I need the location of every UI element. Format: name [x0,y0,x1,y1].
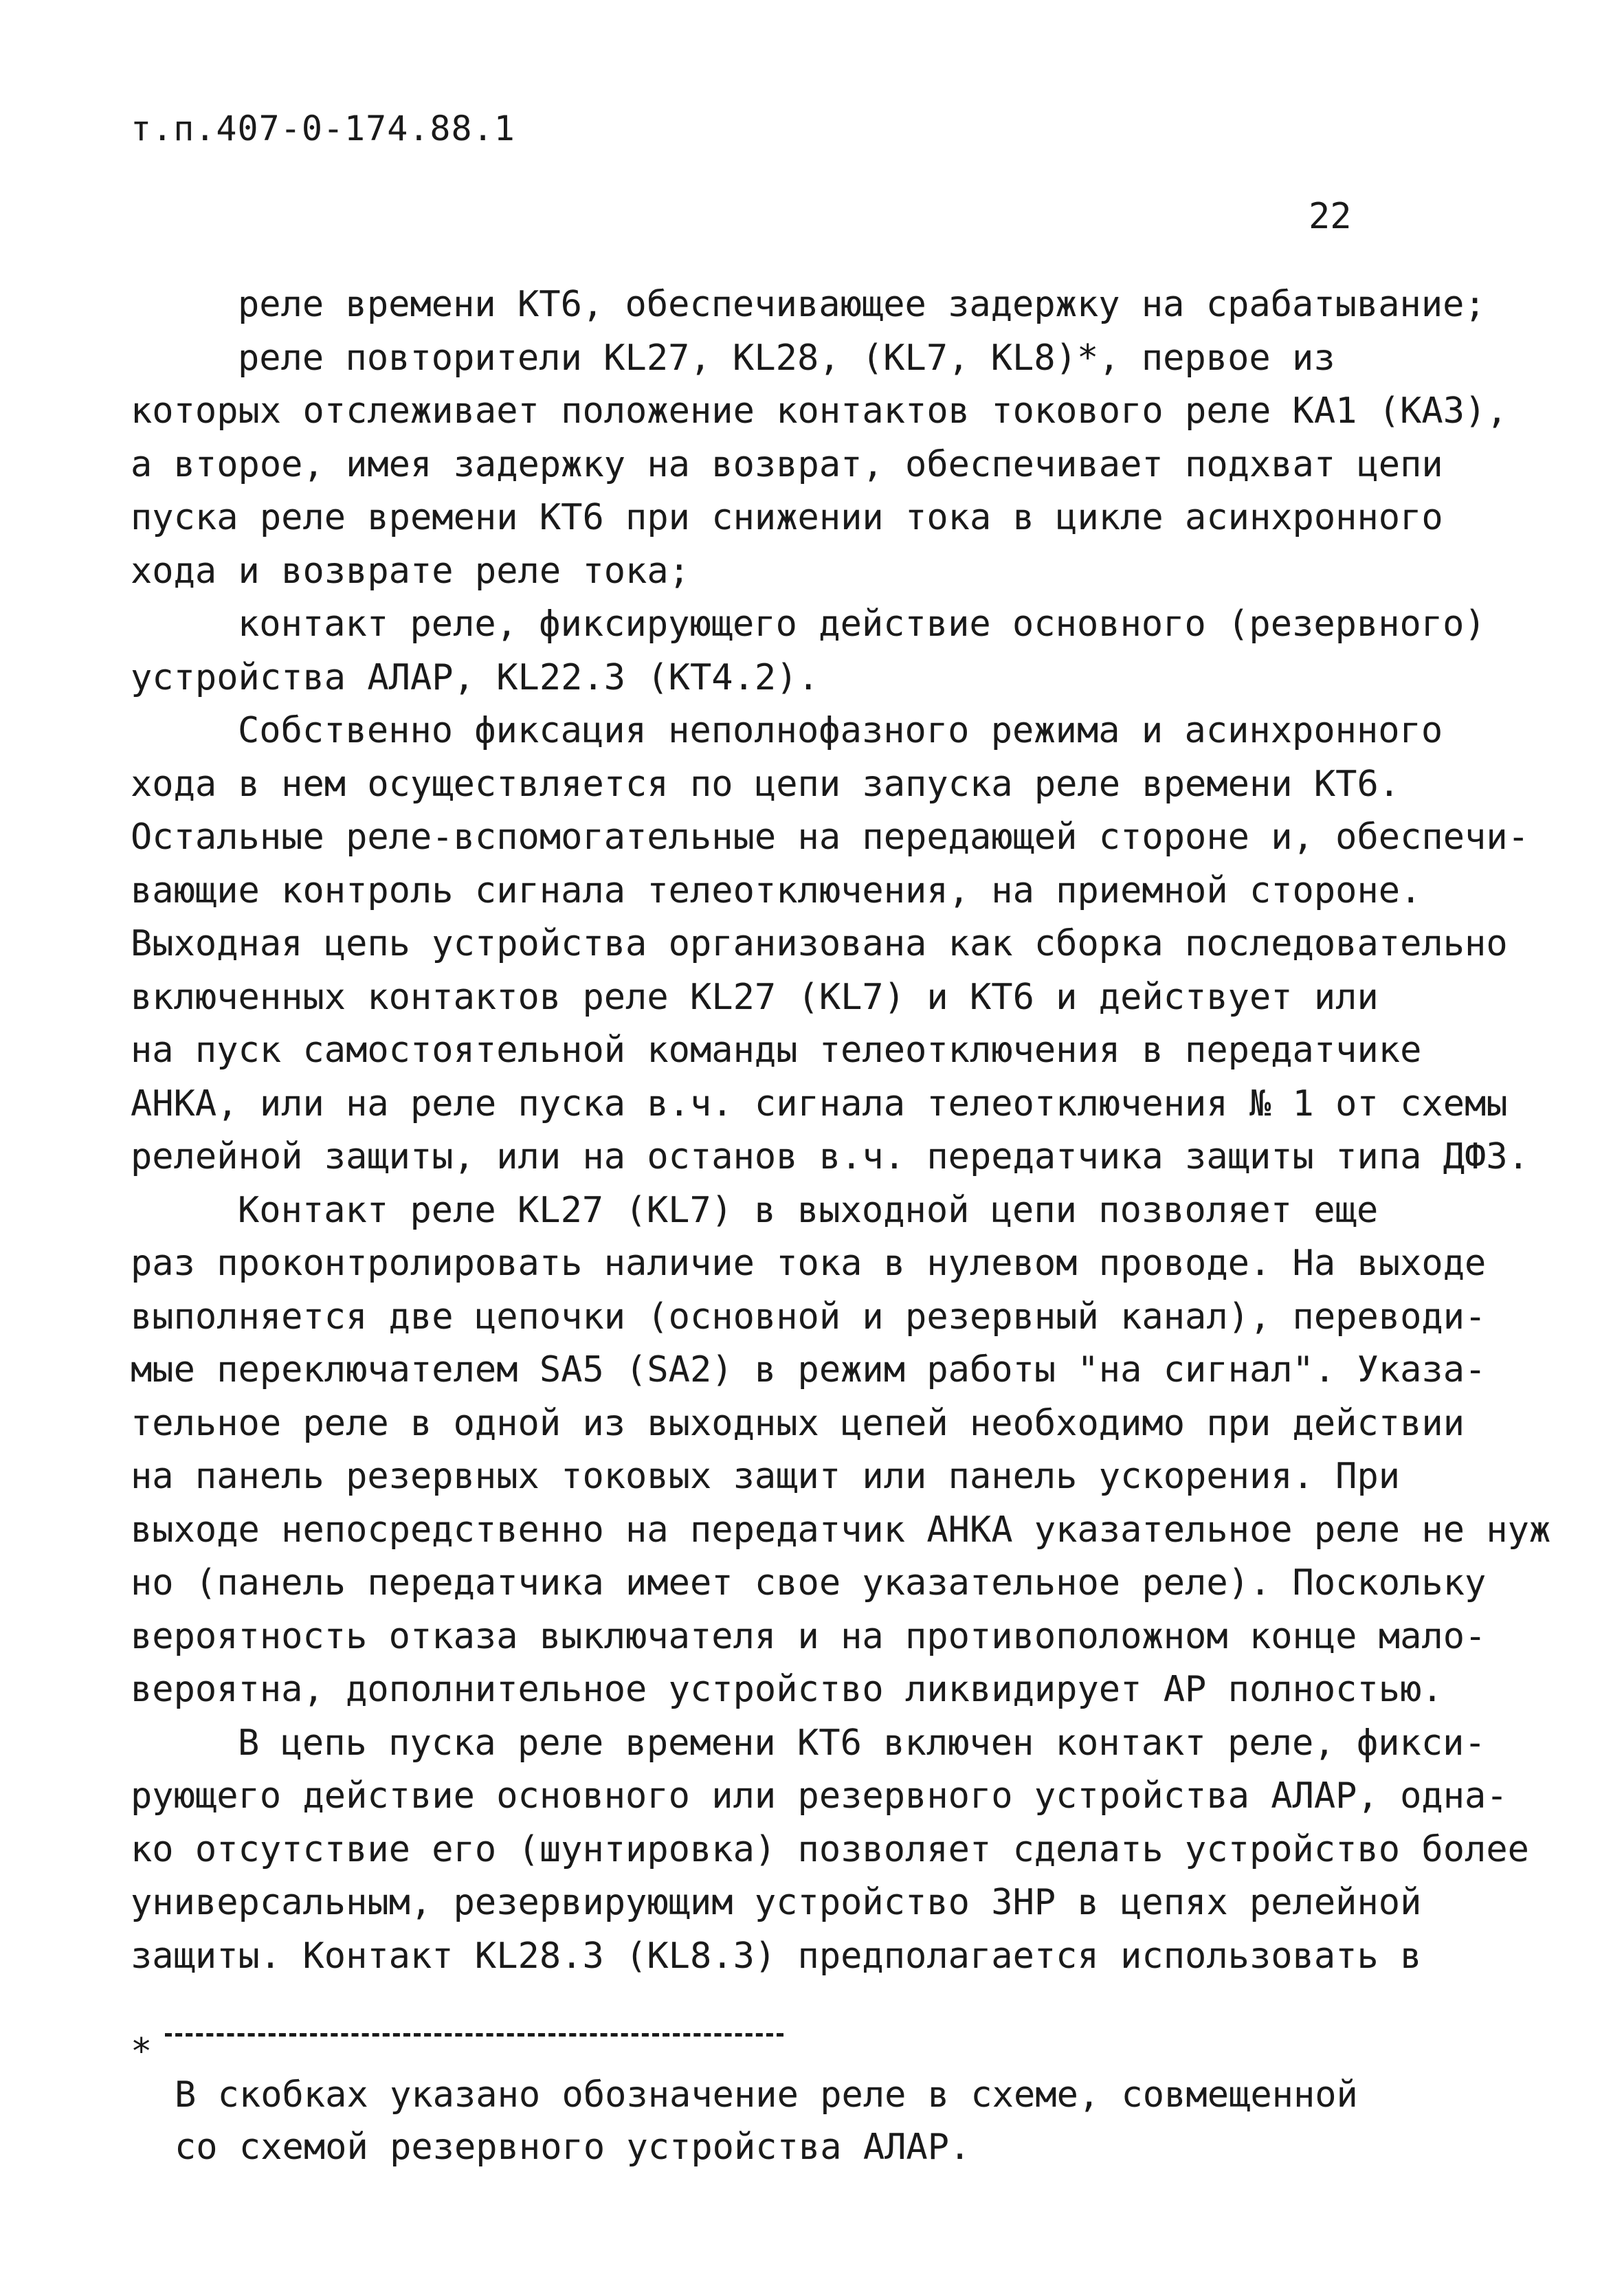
footnote-line: В скобках указано обозначение реле в схеме, совмещенной [175,2074,1358,2116]
text-line: реле повторители KL27, KL28, (KL7, KL8)*, первое из [238,337,1335,379]
text-line: Остальные реле-вспомогательные на передающей стороне и, обеспечи- [131,817,1529,858]
text-line: вероятна, дополнительное устройство ликвидирует АР полностью. [131,1669,1443,1710]
footnote-mark: * [131,2031,153,2072]
text-line: рующего действие основного или резервного устройства АЛАР, одна- [131,1775,1508,1817]
text-line: вероятность отказа выключателя и на противоположном конце мало- [131,1615,1487,1657]
text-line: универсальным, резервирующим устройство ЗНР в цепях релейной [131,1882,1422,1923]
text-line: Контакт реле KL27 (KL7) в выходной цепи позволяет еще [238,1189,1379,1231]
text-line: ко отсутствие его (шунтировка) позволяет сделать устройство более [131,1828,1529,1870]
text-line: выходе непосредственно на передатчик АНКА указательное реле не нуж [131,1509,1551,1551]
text-line: выполняется две цепочки (основной и резервный канал), переводи- [131,1296,1487,1338]
text-line: мые переключателем SA5 (SA2) в режим работы "на сигнал". Указа- [131,1349,1487,1390]
body-text [131,278,1551,1983]
text-line: защиты. Контакт KL28.3 (KL8.3) предполагается использовать в [131,1935,1422,1977]
text-line: В цепь пуска реле времени КТ6 включен контакт реле, фикси- [238,1722,1486,1764]
text-line: вающие контроль сигнала телеотключения, на приемной стороне. [131,869,1422,911]
text-line: релейной защиты, или на останов в.ч. передатчика защиты типа ДФЗ. [131,1136,1529,1177]
text-line: Выходная цепь устройства организована как сборка последовательно [131,923,1508,964]
text-line: хода в нем осуществляется по цепи запуска реле времени КТ6. [131,763,1401,805]
text-line: а второе, имея задержку на возврат, обеспечивает подхват цепи [131,443,1443,485]
footnote [175,2069,1480,2173]
footnote-line: со схемой резервного устройства АЛАР. [175,2127,971,2168]
text-line: устройства АЛАР, KL22.3 (КТ4.2). [131,656,819,698]
text-line: которых отслеживает положение контактов токового реле КА1 (КА3), [131,390,1508,432]
text-line: АНКА, или на реле пуска в.ч. сигнала телеотключения № 1 от схемы [131,1083,1508,1124]
text-line: включенных контактов реле KL27 (KL7) и КТ6 и действует или [131,976,1379,1018]
text-line: хода и возврате реле тока; [131,550,690,592]
text-line: но (панель передатчика имеет свое указательное реле). Поскольку [131,1562,1487,1604]
text-line: пуска реле времени КТ6 при снижении тока в цикле асинхронного [131,497,1443,538]
text-line: на панель резервных токовых защит или панель ускорения. При [131,1456,1401,1497]
text-line: на пуск самостоятельной команды телеотключения в передатчике [131,1030,1422,1071]
document-code: т.п.407-0-174.88.1 [131,109,515,148]
page-number: 22 [1309,196,1352,237]
text-line: тельное реле в одной из выходных цепей необходимо при действии [131,1402,1465,1444]
footnote-separator [165,2033,783,2037]
text-line: реле времени КТ6, обеспечивающее задержку на срабатывание; [238,284,1486,325]
text-line: Собственно фиксация неполнофазного режима и асинхронного [238,710,1443,751]
text-line: раз проконтролировать наличие тока в нулевом проводе. На выходе [131,1243,1487,1284]
text-line: контакт реле, фиксирующего действие основного (резервного) [238,603,1486,645]
